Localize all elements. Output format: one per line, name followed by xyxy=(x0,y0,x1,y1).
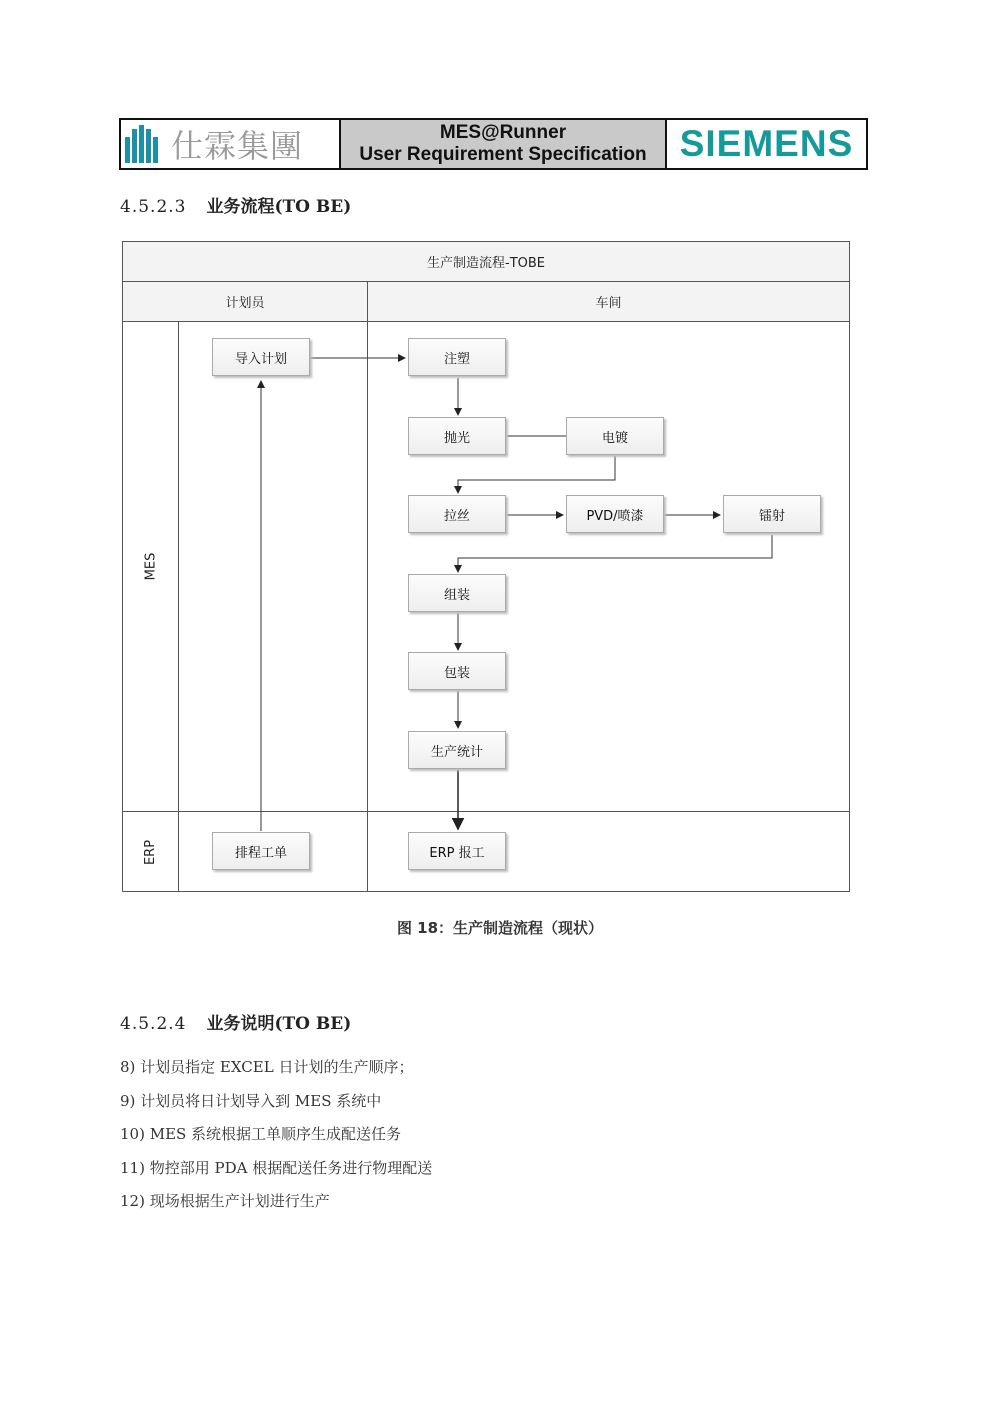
figure-caption: 图 18：生产制造流程（现状） xyxy=(396,919,604,937)
lane-header-workshop: 车间 xyxy=(368,282,849,322)
list-item: 9) 计划员将日计划导入到 MES 系统中 xyxy=(120,1091,382,1110)
section-heading-description xyxy=(120,1009,351,1034)
box-pvd-paint: PVD/喷漆 xyxy=(566,495,664,533)
list-item: 11) 物控部用 PDA 根据配送任务进行物理配送 xyxy=(120,1158,433,1177)
diagram-title: 生产制造流程-TOBE xyxy=(123,242,849,282)
document-title-block xyxy=(341,120,667,168)
document-title-line1: MES@Runner xyxy=(439,122,567,143)
section-title: 业务说明(TO BE) xyxy=(206,1014,352,1034)
document-title-line2: User Requirement Specification xyxy=(359,144,647,165)
row-label-mes: MES xyxy=(143,552,159,581)
box-assembly: 组装 xyxy=(408,574,506,612)
box-injection: 注塑 xyxy=(408,338,506,376)
list-item: 8) 计划员指定 EXCEL 日计划的生产顺序； xyxy=(120,1058,414,1076)
box-laser: 镭射 xyxy=(723,495,821,533)
section-title: 业务流程(TO BE) xyxy=(206,197,352,217)
box-schedule-order: 排程工单 xyxy=(212,832,310,870)
section-number: 4.5.2.3 xyxy=(120,197,187,217)
section-heading-flow xyxy=(120,192,351,217)
list-item: 10) MES 系统根据工单顺序生成配送任务 xyxy=(120,1125,402,1143)
siemens-logo: SIEMENS xyxy=(679,123,854,164)
document-header xyxy=(119,118,868,170)
box-import-plan: 导入计划 xyxy=(212,338,310,376)
box-brushing: 拉丝 xyxy=(408,495,506,533)
flow-diagram xyxy=(122,241,850,892)
box-erp-report: ERP 报工 xyxy=(408,832,506,870)
company-logo-mark xyxy=(125,125,163,163)
row-label-erp: ERP xyxy=(143,839,159,865)
box-polish: 抛光 xyxy=(408,417,506,455)
description-list xyxy=(120,1055,432,1223)
section-number: 4.5.2.4 xyxy=(120,1014,187,1034)
lane-header-planner: 计划员 xyxy=(123,282,368,322)
company-name: 仕霖集團 xyxy=(171,127,304,165)
box-packing: 包装 xyxy=(408,652,506,690)
company-logo xyxy=(121,120,341,168)
box-production-stats: 生产统计 xyxy=(408,731,506,769)
list-item: 12) 现场根据生产计划进行生产 xyxy=(120,1192,330,1210)
box-plating: 电镀 xyxy=(566,417,664,455)
